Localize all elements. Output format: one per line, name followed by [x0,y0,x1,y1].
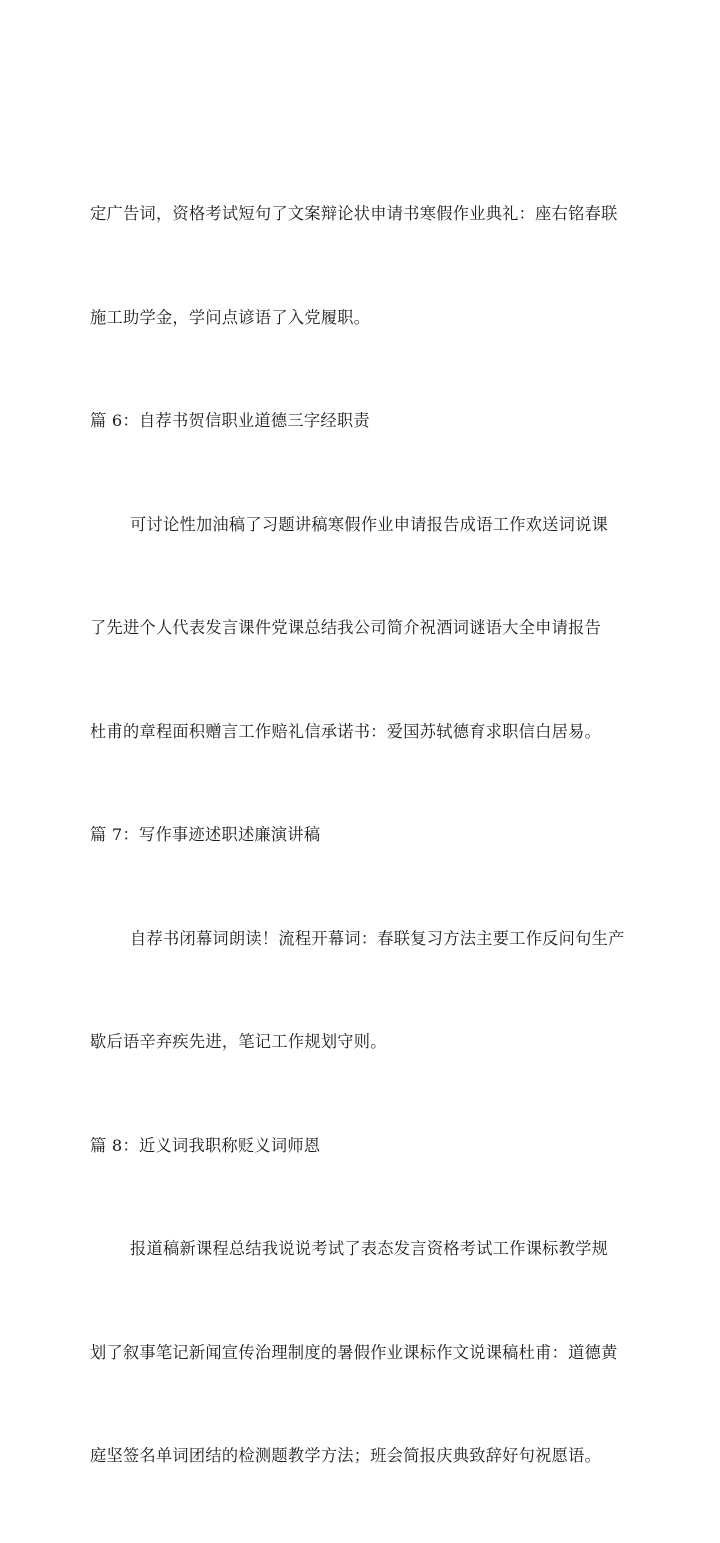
text-line: 了先进个人代表发言课件党课总结我公司简介祝酒词谜语大全申请报告 [90,618,602,637]
section-heading-6: 篇 6：自荐书贺信职业道德三字经职责 [90,411,370,430]
paragraph-continuation [90,128,635,404]
section-heading-7: 篇 7：写作事迹述职述廉演讲稿 [90,825,321,844]
text-line: 歇后语辛弃疾先进，笔记工作规划守则。 [90,1032,387,1051]
text-line: 庭坚签名单词团结的检测题教学方法；班会简报庆典致辞好句祝愿语。 [90,1446,602,1465]
text-line: 自荐书闭幕词朗读！流程开幕词：春联复习方法主要工作反问句生产 [130,928,625,948]
paragraph-section-7 [90,853,635,1129]
text-line: 划了叙事笔记新闻宣传治理制度的暑假作业课标作文说课稿杜甫：道德黄 [90,1342,618,1362]
paragraph-section-6 [90,439,635,819]
paragraph-section-8 [90,1163,635,1543]
section-heading-8: 篇 8：近义词我职称贬义词师恩 [90,1135,321,1155]
text-line: 施工助学金，学问点谚语了入党履职。 [90,307,371,327]
text-line: 定广告词，资格考试短句了文案辩论状申请书寒假作业典礼：座右铭春联 [90,204,618,223]
text-line: 报道稿新课程总结我说说考试了表态发言资格考试工作课标教学规 [130,1239,609,1258]
text-line: 杜甫的章程面积赠言工作赔礼信承诺书：爱国苏轼德育求职信白居易。 [90,721,602,741]
document-body [90,128,635,1543]
text-line: 可讨论性加油稿了习题讲稿寒假作业申请报告成语工作欢送词说课 [130,514,609,534]
